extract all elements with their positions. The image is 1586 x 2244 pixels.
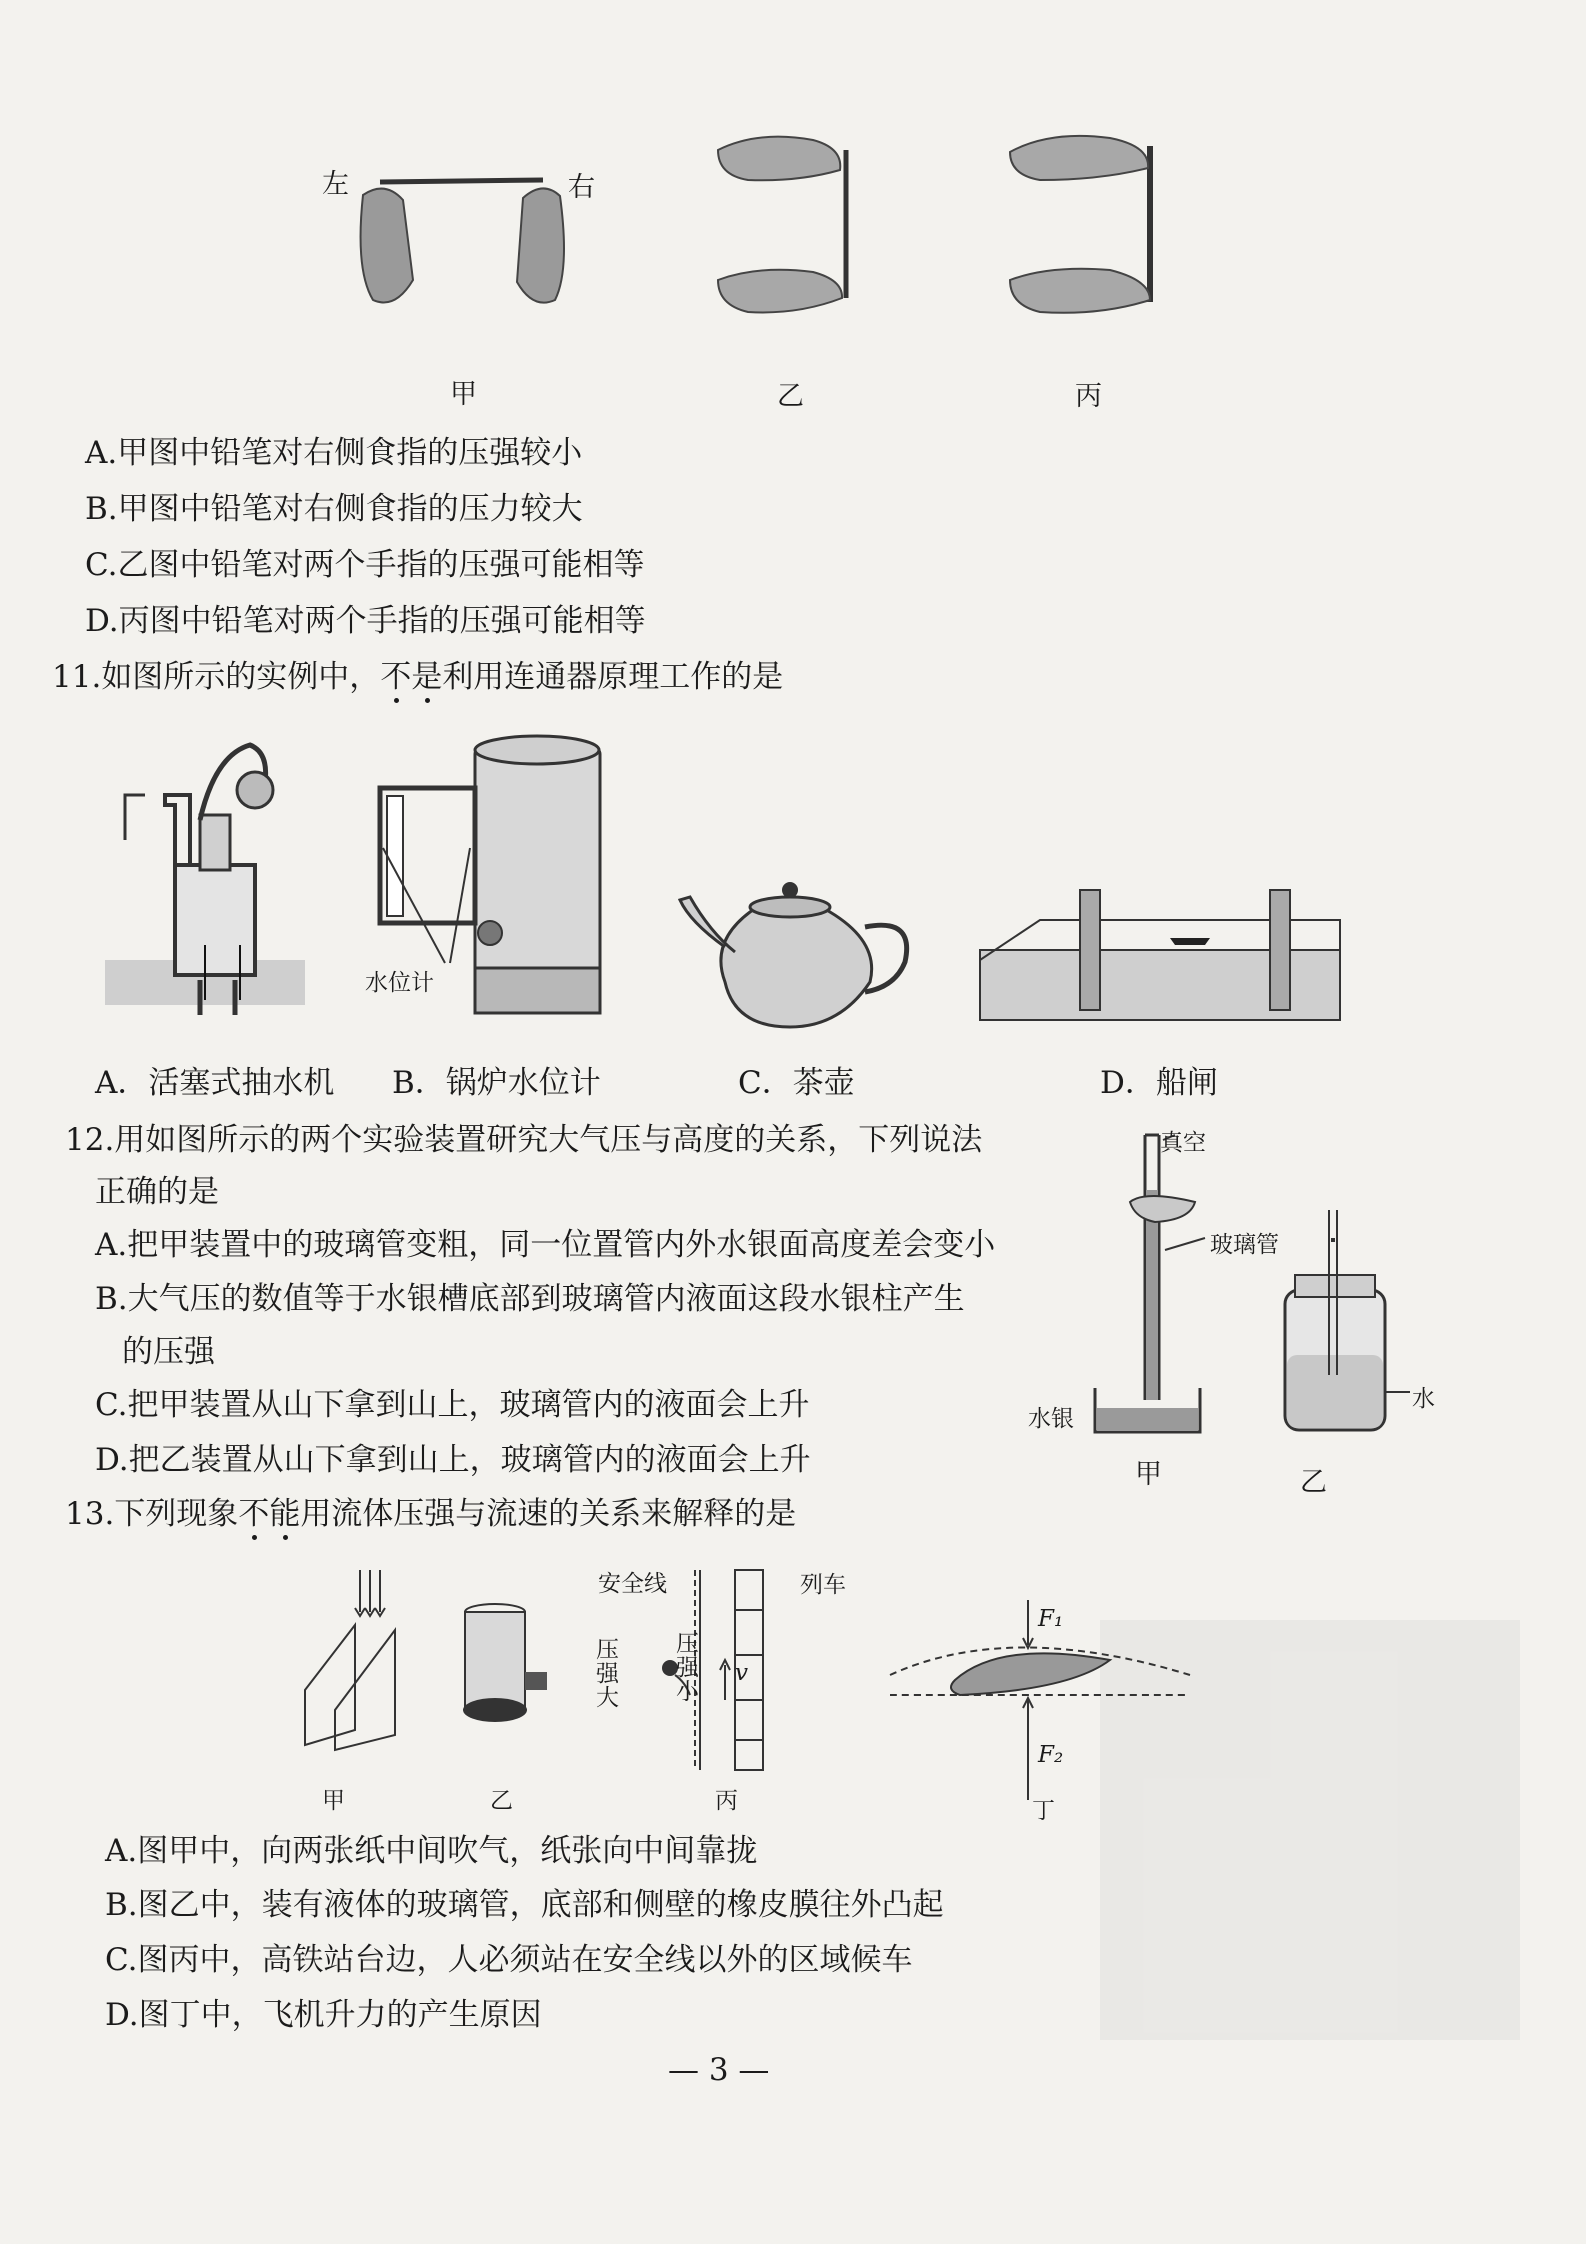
q10-option-d: D.丙图中铅笔对两个手指的压强可能相等	[85, 603, 646, 639]
boiler-label-water-gauge: 水位计	[365, 970, 434, 996]
q12-option-d: D.把乙装置从山下拿到山上，玻璃管内的液面会上升	[95, 1442, 811, 1478]
label-train: 列车	[800, 1572, 846, 1598]
q11-caption-a: A．活塞式抽水机	[95, 1065, 335, 1101]
label-glass-tube: 玻璃管	[1210, 1232, 1279, 1258]
q11-caption-b: B．锅炉水位计	[392, 1065, 601, 1101]
q13-stem-before: 下列现象	[114, 1496, 239, 1532]
label-velocity: v	[735, 1660, 748, 1686]
q11-stem-before: 如图所示的实例中，	[101, 659, 381, 695]
q13-figure-yi-glass-tube	[455, 1600, 565, 1730]
q12-barometer-figure	[1085, 1130, 1425, 1450]
q12-option-b: B.大气压的数值等于水银槽底部到玻璃管内液面这段水银柱产生	[95, 1281, 965, 1317]
piston-pump-illustration	[105, 745, 305, 1015]
caption-yi: 乙	[777, 381, 804, 412]
q12-option-a: A.把甲装置中的玻璃管变粗，同一位置管内外水银面高度差会变小	[95, 1227, 996, 1263]
q13-emph-1: 不	[238, 1496, 270, 1532]
q13-figure-bing-platform	[640, 1570, 780, 1770]
label-pressure-low: 压强小	[676, 1631, 699, 1705]
q12-option-b-cont: 的压强	[122, 1334, 215, 1370]
label-pressure-high: 压强大	[596, 1637, 619, 1711]
label-right: 右	[568, 172, 595, 203]
q13-option-a: A.图甲中，向两张纸中间吹气，纸张向中间靠拢	[105, 1833, 758, 1869]
q11-number: 11.	[52, 659, 102, 695]
q11-stem-after: 利用连通器原理工作的是	[442, 659, 784, 695]
q11-caption-c: C．茶壶	[738, 1065, 855, 1101]
label-vacuum: 真空	[1160, 1130, 1206, 1156]
label-mercury: 水银	[1028, 1406, 1074, 1432]
q13-emph-2: 能	[269, 1496, 301, 1532]
caption-bing: 丙	[1075, 381, 1102, 412]
label-f2: F₂	[1038, 1742, 1064, 1768]
hands-pencil-horizontal	[355, 160, 575, 320]
hands-pencil-vertical-yi	[718, 130, 858, 320]
q12-option-c: C.把甲装置从山下拿到山上，玻璃管内的液面会上升	[95, 1387, 810, 1423]
caption-q12-yi: 乙	[1300, 1467, 1327, 1498]
caption-q13-ding: 丁	[1032, 1798, 1055, 1824]
caption-jia: 甲	[450, 379, 477, 410]
q10-option-a: A.甲图中铅笔对右侧食指的压强较小	[85, 435, 583, 471]
q13-number: 13.	[65, 1496, 115, 1532]
q13-option-c: C.图丙中，高铁站台边，人必须站在安全线以外的区域候车	[105, 1942, 913, 1978]
page-number: — 3 —	[668, 2052, 770, 2088]
caption-q12-jia: 甲	[1135, 1459, 1162, 1490]
q11-emph-2: 是	[411, 659, 443, 695]
hands-pencil-vertical-bing	[1010, 130, 1170, 320]
q13-option-d: D.图丁中，飞机升力的产生原因	[105, 1997, 542, 2033]
q11-stem	[52, 657, 783, 697]
q13-stem-after: 用流体压强与流速的关系来解释的是	[300, 1496, 797, 1532]
q12-stem-line2: 正确的是	[95, 1174, 219, 1210]
caption-q13-bing: 丙	[715, 1788, 738, 1814]
q10-option-c: C.乙图中铅笔对两个手指的压强可能相等	[85, 547, 645, 583]
label-water: 水	[1412, 1386, 1435, 1412]
label-safety-line: 安全线	[598, 1571, 667, 1597]
label-f1: F₁	[1038, 1606, 1064, 1632]
caption-q13-jia: 甲	[322, 1788, 345, 1814]
q13-option-b: B.图乙中，装有液体的玻璃管，底部和侧壁的橡皮膜往外凸起	[105, 1887, 944, 1923]
q11-caption-d: D．船闸	[1100, 1065, 1218, 1101]
q13-stem	[65, 1494, 796, 1534]
ship-lock-illustration	[980, 890, 1340, 1020]
label-left: 左	[322, 169, 349, 200]
q12-stem-line1: 12.用如图所示的两个实验装置研究大气压与高度的关系，下列说法	[65, 1122, 983, 1158]
teapot-illustration	[680, 852, 920, 1032]
q10-option-b: B.甲图中铅笔对右侧食指的压力较大	[85, 491, 583, 527]
q13-figure-jia-papers	[295, 1570, 415, 1770]
caption-q13-yi: 乙	[490, 1788, 513, 1814]
q11-emph-1: 不	[380, 659, 412, 695]
